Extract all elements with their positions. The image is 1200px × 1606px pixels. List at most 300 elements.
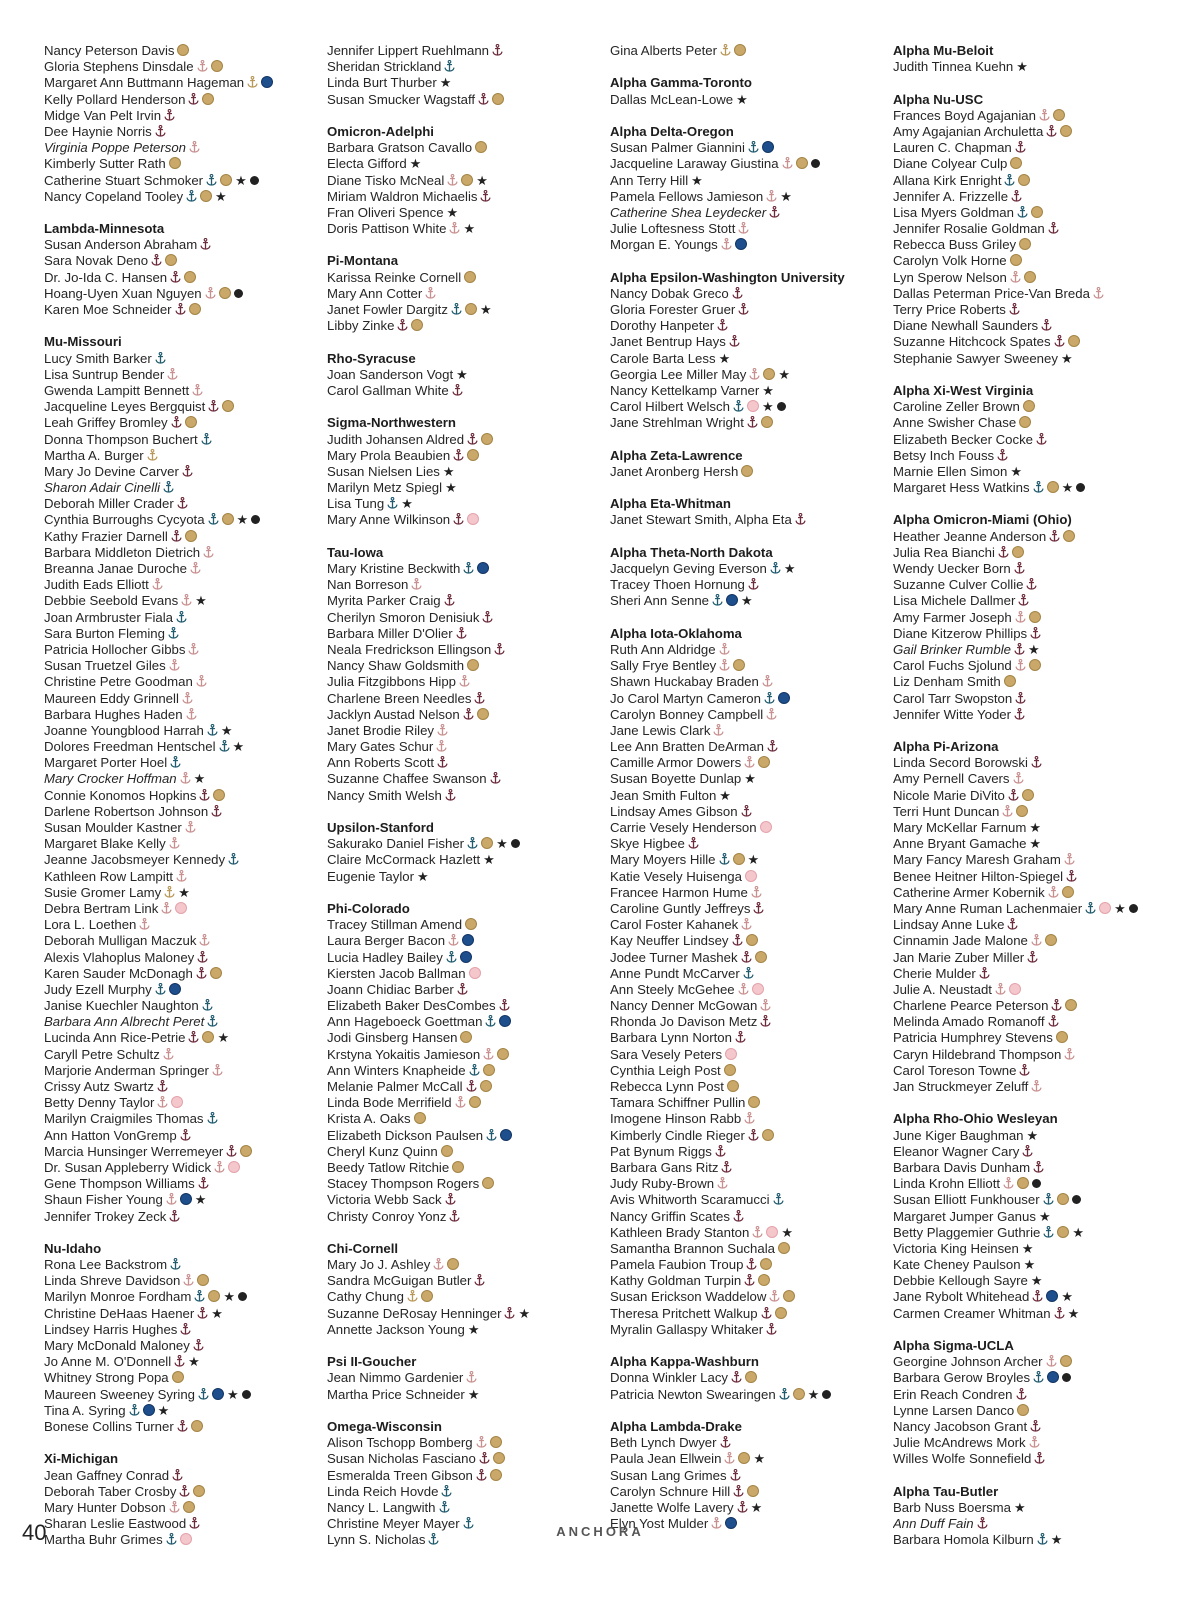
member-entry bbox=[44, 901, 316, 917]
member-name: Karen Moe Schneider bbox=[44, 302, 172, 317]
member-entry bbox=[44, 771, 316, 787]
member-name: Gail Brinker Rumble bbox=[893, 641, 1011, 657]
member-entry bbox=[327, 755, 599, 771]
member-name: Marilyn Metz Spiegl bbox=[327, 480, 443, 496]
member-name: Carolyn Schnure Hill bbox=[610, 1483, 731, 1499]
member-name: Julie Loftesness Stott bbox=[610, 221, 736, 237]
rose-icon bbox=[1004, 675, 1016, 687]
member-entry bbox=[893, 1030, 1165, 1046]
member-entry bbox=[327, 1387, 599, 1403]
pearl-icon bbox=[777, 402, 786, 411]
rose-icon bbox=[1062, 886, 1074, 898]
anchor-icon bbox=[157, 1080, 168, 1092]
anchor-icon bbox=[731, 1371, 742, 1383]
rose-icon bbox=[746, 934, 758, 946]
rose-icon bbox=[745, 1371, 757, 1383]
member-entry bbox=[327, 1322, 599, 1338]
member-entry bbox=[893, 59, 1165, 75]
member-entry bbox=[44, 1111, 316, 1127]
anchor-icon bbox=[196, 967, 207, 979]
rose-icon bbox=[165, 254, 177, 266]
member-entry bbox=[327, 771, 599, 787]
member-entry bbox=[610, 723, 882, 739]
anchor-icon bbox=[767, 740, 778, 752]
member-name: Midge Van Pelt Irvin bbox=[44, 107, 162, 123]
pearl-icon bbox=[251, 515, 260, 524]
member-name: Judith Tinnea Kuehn bbox=[893, 59, 1014, 75]
anchor-icon bbox=[479, 1452, 490, 1464]
member-entry bbox=[610, 966, 882, 982]
member-name: Barbara Gans Ritz bbox=[610, 1159, 719, 1175]
member-name: Diane Tisko McNeal bbox=[327, 172, 445, 188]
chapter-group bbox=[610, 545, 882, 610]
anchor-icon bbox=[169, 1501, 180, 1513]
rose-icon bbox=[143, 1404, 155, 1416]
pearl-icon bbox=[1076, 483, 1085, 492]
anchor-icon bbox=[155, 125, 166, 137]
rose-icon bbox=[1099, 902, 1111, 914]
member-entry bbox=[327, 1209, 599, 1225]
member-name: Jacklyn Austad Nelson bbox=[327, 706, 460, 722]
rose-icon bbox=[492, 93, 504, 105]
star-icon: ★ bbox=[750, 1499, 763, 1515]
member-name: Mary Jo J. Ashley bbox=[327, 1257, 431, 1273]
star-icon: ★ bbox=[780, 188, 792, 204]
member-entry bbox=[327, 173, 599, 189]
rose-icon bbox=[467, 449, 479, 461]
anchor-icon bbox=[439, 1501, 450, 1513]
rose-icon bbox=[465, 303, 477, 315]
member-name: Margaret Ann Buttmann Hageman bbox=[44, 75, 245, 91]
chapter-heading: Alpha Gamma-Toronto bbox=[610, 75, 752, 91]
member-entry bbox=[44, 869, 316, 885]
member-name: Anne Pundt McCarver bbox=[610, 965, 740, 981]
member-entry bbox=[893, 529, 1165, 545]
member-name: Alison Tschopp Bomberg bbox=[327, 1435, 473, 1451]
member-entry bbox=[610, 464, 882, 480]
star-icon: ★ bbox=[1029, 836, 1042, 852]
anchor-icon bbox=[174, 1355, 185, 1367]
anchor-icon bbox=[504, 1307, 515, 1319]
member-entry bbox=[610, 1435, 882, 1451]
member-name: Donna Winkler Lacy bbox=[610, 1370, 729, 1386]
member-name: Kiersten Jacob Ballman bbox=[327, 965, 466, 981]
star-icon: ★ bbox=[193, 771, 206, 787]
member-name: Terry Price Roberts bbox=[893, 302, 1006, 317]
anchor-icon bbox=[715, 1145, 726, 1157]
member-entry bbox=[44, 1387, 316, 1403]
member-name: Jean Nimmo Gardenier bbox=[327, 1370, 464, 1386]
rose-icon bbox=[1029, 611, 1041, 623]
member-entry bbox=[44, 739, 316, 755]
rose-icon bbox=[210, 967, 222, 979]
rose-icon bbox=[1068, 335, 1080, 347]
anchor-icon bbox=[459, 675, 470, 687]
member-name: Stephanie Sawyer Sweeney bbox=[893, 350, 1058, 366]
anchor-icon bbox=[457, 983, 468, 995]
publication-footer: ANCHORA bbox=[556, 1524, 644, 1539]
rose-icon bbox=[469, 967, 481, 979]
star-icon: ★ bbox=[783, 561, 796, 576]
rose-icon bbox=[1024, 271, 1036, 283]
anchor-icon bbox=[730, 1469, 741, 1481]
rose-icon bbox=[191, 1420, 203, 1432]
member-name: Julie McAndrews Mork bbox=[893, 1435, 1026, 1451]
member-name: Rhonda Jo Davison Metz bbox=[610, 1014, 758, 1030]
anchor-icon bbox=[182, 465, 193, 477]
member-name: Nancy Peterson Davis bbox=[44, 43, 175, 58]
member-entry bbox=[44, 1289, 316, 1305]
member-entry bbox=[44, 998, 316, 1014]
anchor-icon bbox=[175, 303, 186, 315]
anchor-icon bbox=[446, 951, 457, 963]
member-entry bbox=[893, 885, 1165, 901]
anchor-icon bbox=[476, 1436, 487, 1448]
anchor-icon bbox=[1015, 692, 1026, 704]
member-name: Annette Jackson Young bbox=[327, 1321, 465, 1337]
member-name: Barbara Davis Dunham bbox=[893, 1159, 1031, 1175]
rose-icon bbox=[1010, 157, 1022, 169]
member-name: Samantha Brannon Suchala bbox=[610, 1240, 775, 1256]
member-name: Mary McKellar Farnum bbox=[893, 820, 1027, 835]
member-name: Pamela Fellows Jamieson bbox=[610, 188, 764, 204]
member-entry bbox=[327, 950, 599, 966]
anchor-icon bbox=[712, 594, 723, 606]
member-name: Nancy Smith Welsh bbox=[327, 787, 442, 803]
member-name: Jean Smith Fulton bbox=[610, 787, 717, 803]
chapter-heading: Tau-Iowa bbox=[327, 544, 384, 560]
rose-icon bbox=[261, 76, 273, 88]
rose-icon bbox=[1018, 174, 1030, 186]
member-name: Janet Fowler Dargitz bbox=[327, 302, 448, 317]
member-entry bbox=[893, 869, 1165, 885]
member-entry bbox=[327, 739, 599, 755]
member-entry bbox=[44, 43, 316, 59]
anchor-icon bbox=[1002, 805, 1013, 817]
member-entry bbox=[610, 1370, 882, 1386]
member-entry bbox=[44, 1500, 316, 1516]
member-entry bbox=[893, 626, 1165, 642]
chapter-heading: Alpha Rho-Ohio Wesleyan bbox=[893, 1111, 1058, 1127]
anchor-icon bbox=[185, 821, 196, 833]
anchor-icon bbox=[779, 1388, 790, 1400]
member-entry bbox=[610, 707, 882, 723]
member-name: Nancy Shaw Goldsmith bbox=[327, 658, 465, 674]
member-name: Janet Brodie Riley bbox=[327, 722, 435, 738]
member-name: Janise Kuechler Naughton bbox=[44, 998, 199, 1014]
chapter-heading: Omicron-Adelphi bbox=[327, 123, 434, 139]
member-entry bbox=[610, 836, 882, 852]
member-entry bbox=[610, 1160, 882, 1176]
star-icon: ★ bbox=[1021, 1240, 1034, 1256]
star-icon: ★ bbox=[496, 836, 508, 852]
rose-icon bbox=[741, 465, 753, 477]
chapter-heading: Alpha Iota-Oklahoma bbox=[610, 625, 742, 641]
member-name: Anne Bryant Gamache bbox=[893, 836, 1027, 852]
member-entry bbox=[327, 92, 599, 108]
chapter-heading: Sigma-Northwestern bbox=[327, 415, 456, 431]
member-name: Susan Lang Grimes bbox=[610, 1467, 727, 1483]
member-name: Mary McDonald Maloney bbox=[44, 1338, 190, 1353]
chapter-group bbox=[327, 124, 599, 237]
member-entry bbox=[610, 820, 882, 836]
member-entry bbox=[610, 302, 882, 318]
chapter-heading: Alpha Nu-USC bbox=[893, 91, 984, 107]
member-entry bbox=[327, 869, 599, 885]
chapter-group bbox=[610, 626, 882, 1338]
member-entry bbox=[44, 885, 316, 901]
member-entry bbox=[893, 836, 1165, 852]
member-name: Debra Bertram Link bbox=[44, 900, 159, 916]
member-entry bbox=[44, 367, 316, 383]
member-name: Jane Strehlman Wright bbox=[610, 415, 744, 431]
member-name: Lora L. Loethen bbox=[44, 917, 137, 933]
member-entry bbox=[327, 205, 599, 221]
rose-icon bbox=[477, 708, 489, 720]
star-icon: ★ bbox=[781, 1224, 793, 1240]
member-entry bbox=[893, 1500, 1165, 1516]
member-entry bbox=[327, 1273, 599, 1289]
anchor-icon bbox=[182, 692, 193, 704]
star-icon: ★ bbox=[476, 172, 488, 188]
member-entry bbox=[610, 869, 882, 885]
member-name: Nan Borreson bbox=[327, 577, 409, 593]
member-name: Martha Buhr Grimes bbox=[44, 1532, 163, 1548]
member-entry bbox=[327, 933, 599, 949]
star-icon: ★ bbox=[1067, 1305, 1080, 1321]
anchor-icon bbox=[171, 416, 182, 428]
member-name: Christine Meyer Mayer bbox=[327, 1516, 460, 1532]
anchor-icon bbox=[169, 837, 180, 849]
anchor-icon bbox=[188, 93, 199, 105]
member-entry bbox=[44, 545, 316, 561]
anchor-icon bbox=[192, 384, 203, 396]
member-name: Nancy Griffin Scates bbox=[610, 1208, 730, 1224]
anchor-icon bbox=[171, 530, 182, 542]
member-entry bbox=[610, 1289, 882, 1305]
member-entry bbox=[893, 1435, 1165, 1451]
anchor-icon bbox=[167, 368, 178, 380]
member-entry bbox=[610, 901, 882, 917]
member-entry bbox=[610, 771, 882, 787]
member-name: Susan Elliott Funkhouser bbox=[893, 1192, 1040, 1208]
member-name: Betty Denny Taylor bbox=[44, 1095, 155, 1111]
pearl-icon bbox=[242, 1390, 251, 1399]
member-entry bbox=[610, 92, 882, 108]
anchor-icon bbox=[474, 1274, 485, 1286]
member-entry bbox=[44, 1484, 316, 1500]
member-entry bbox=[327, 626, 599, 642]
chapter-group bbox=[327, 415, 599, 528]
rose-icon bbox=[727, 1080, 739, 1092]
member-entry bbox=[610, 1111, 882, 1127]
member-name: Elizabeth Dickson Paulsen bbox=[327, 1127, 484, 1143]
star-icon: ★ bbox=[718, 350, 731, 366]
member-name: Jodi Ginsberg Hansen bbox=[327, 1030, 458, 1046]
rose-icon bbox=[1010, 254, 1022, 266]
anchor-icon bbox=[1011, 190, 1022, 202]
anchor-icon bbox=[188, 643, 199, 655]
member-name: Carolyn Volk Horne bbox=[893, 253, 1007, 269]
member-name: Mary Ann Cotter bbox=[327, 285, 423, 301]
member-name: Dolores Freedman Hentschel bbox=[44, 739, 216, 755]
member-entry bbox=[893, 1079, 1165, 1095]
member-name: Esmeralda Treen Gibson bbox=[327, 1467, 473, 1483]
rose-icon bbox=[441, 1145, 453, 1157]
member-name: Lucinda Ann Rice-Petrie bbox=[44, 1030, 186, 1046]
member-entry bbox=[893, 108, 1165, 124]
rose-icon bbox=[796, 157, 808, 169]
member-entry bbox=[44, 237, 316, 253]
anchor-icon bbox=[733, 1210, 744, 1222]
member-entry bbox=[893, 593, 1165, 609]
member-name: Gina Alberts Peter bbox=[610, 43, 718, 58]
rose-icon bbox=[1019, 238, 1031, 250]
star-icon: ★ bbox=[467, 1321, 480, 1337]
member-entry bbox=[610, 43, 882, 59]
anchor-icon bbox=[476, 1469, 487, 1481]
member-entry bbox=[44, 432, 316, 448]
chapter-group bbox=[610, 43, 882, 59]
chapter-group bbox=[44, 1241, 316, 1435]
rose-icon bbox=[414, 1112, 426, 1124]
member-name: Cheryl Kunz Quinn bbox=[327, 1143, 438, 1159]
member-name: Ann Steely McGehee bbox=[610, 981, 735, 997]
member-entry bbox=[893, 1403, 1165, 1419]
pearl-icon bbox=[238, 1292, 247, 1301]
member-entry bbox=[893, 707, 1165, 723]
member-entry bbox=[44, 140, 316, 156]
rose-icon bbox=[197, 1274, 209, 1286]
rose-icon bbox=[761, 416, 773, 428]
rose-icon bbox=[1045, 934, 1057, 946]
member-entry bbox=[610, 399, 882, 415]
anchor-icon bbox=[1034, 1452, 1045, 1464]
member-name: Susan Smucker Wagstaff bbox=[327, 91, 476, 107]
member-name: Kathy Frazier Darnell bbox=[44, 528, 168, 544]
anchor-icon bbox=[445, 789, 456, 801]
member-entry bbox=[610, 367, 882, 383]
member-entry bbox=[893, 1209, 1165, 1225]
member-name: Libby Zinke bbox=[327, 318, 395, 334]
member-name: Victoria Webb Sack bbox=[327, 1192, 442, 1208]
rose-icon bbox=[752, 983, 764, 995]
member-entry bbox=[610, 658, 882, 674]
member-entry bbox=[893, 334, 1165, 350]
member-entry bbox=[893, 966, 1165, 982]
member-name: Patricia Newton Swearingen bbox=[610, 1386, 776, 1402]
member-name: Diane Kitzerow Phillips bbox=[893, 625, 1028, 641]
anchor-icon bbox=[219, 740, 230, 752]
member-entry bbox=[893, 318, 1165, 334]
member-entry bbox=[610, 788, 882, 804]
member-entry bbox=[610, 1484, 882, 1500]
member-entry bbox=[44, 674, 316, 690]
member-entry bbox=[44, 496, 316, 512]
member-name: Lucia Hadley Bailey bbox=[327, 949, 443, 965]
member-name: Imogene Hinson Rabb bbox=[610, 1111, 742, 1127]
anchor-icon bbox=[480, 190, 491, 202]
anchor-icon bbox=[206, 174, 217, 186]
member-entry bbox=[893, 1306, 1165, 1322]
member-name: Deborah Mulligan Maczuk bbox=[44, 933, 197, 949]
anchor-icon bbox=[773, 1193, 784, 1205]
anchor-icon bbox=[492, 44, 503, 56]
member-name: Deborah Taber Crosby bbox=[44, 1483, 177, 1499]
anchor-icon bbox=[1033, 481, 1044, 493]
member-entry bbox=[44, 75, 316, 91]
anchor-icon bbox=[444, 60, 455, 72]
anchor-icon bbox=[1031, 756, 1042, 768]
anchor-icon bbox=[176, 611, 187, 623]
anchor-icon bbox=[1016, 1388, 1027, 1400]
member-entry bbox=[610, 1306, 882, 1322]
anchor-icon bbox=[1013, 772, 1024, 784]
member-name: Nicole Marie DiVito bbox=[893, 787, 1005, 803]
member-entry bbox=[610, 205, 882, 221]
rose-icon bbox=[783, 1290, 795, 1302]
member-entry bbox=[44, 1273, 316, 1289]
anchor-icon bbox=[744, 1274, 755, 1286]
anchor-icon bbox=[1066, 870, 1077, 882]
member-entry bbox=[610, 593, 882, 609]
member-name: Dr. Susan Appleberry Widick bbox=[44, 1159, 212, 1175]
member-name: Patricia Humphrey Stevens bbox=[893, 1030, 1053, 1046]
rose-icon bbox=[465, 918, 477, 930]
chapter-group bbox=[327, 351, 599, 400]
member-name: Elizabeth Becker Cocke bbox=[893, 431, 1034, 447]
rose-icon bbox=[411, 319, 423, 331]
member-name: Christine Petre Goodman bbox=[44, 674, 193, 690]
member-entry bbox=[44, 691, 316, 707]
rose-icon bbox=[480, 1080, 492, 1092]
chapter-heading: Alpha Mu-Beloit bbox=[893, 43, 994, 58]
member-name: Darlene Robertson Johnson bbox=[44, 803, 209, 819]
anchor-icon bbox=[1031, 1080, 1042, 1092]
rose-icon bbox=[793, 1388, 805, 1400]
member-entry bbox=[893, 1273, 1165, 1289]
chapter-heading: Xi-Michigan bbox=[44, 1451, 118, 1467]
member-entry bbox=[610, 415, 882, 431]
member-name: Suzanne Chaffee Swanson bbox=[327, 771, 487, 787]
member-entry bbox=[893, 1225, 1165, 1241]
member-name: Susan Truetzel Giles bbox=[44, 658, 166, 674]
rose-icon bbox=[464, 271, 476, 283]
member-name: Cathy Chung bbox=[327, 1289, 404, 1305]
member-name: Martha Price Schneider bbox=[327, 1386, 465, 1402]
member-name: Sara Novak Deno bbox=[44, 253, 149, 269]
anchor-icon bbox=[170, 271, 181, 283]
anchor-icon bbox=[207, 1112, 218, 1124]
anchor-icon bbox=[1027, 951, 1038, 963]
anchor-icon bbox=[769, 1290, 780, 1302]
member-name: Lauren C. Chapman bbox=[893, 140, 1012, 156]
member-name: Caroline Zeller Brown bbox=[893, 399, 1020, 415]
anchor-icon bbox=[190, 562, 201, 574]
star-icon: ★ bbox=[691, 172, 703, 188]
member-entry bbox=[44, 1047, 316, 1063]
anchor-icon bbox=[720, 1436, 731, 1448]
anchor-icon bbox=[157, 1096, 168, 1108]
member-entry bbox=[44, 788, 316, 804]
anchor-icon bbox=[748, 1129, 759, 1141]
member-entry bbox=[327, 512, 599, 528]
star-icon: ★ bbox=[740, 593, 753, 609]
anchor-icon bbox=[467, 433, 478, 445]
chapter-group bbox=[610, 270, 882, 432]
anchor-icon bbox=[744, 756, 755, 768]
anchor-icon bbox=[720, 44, 731, 56]
